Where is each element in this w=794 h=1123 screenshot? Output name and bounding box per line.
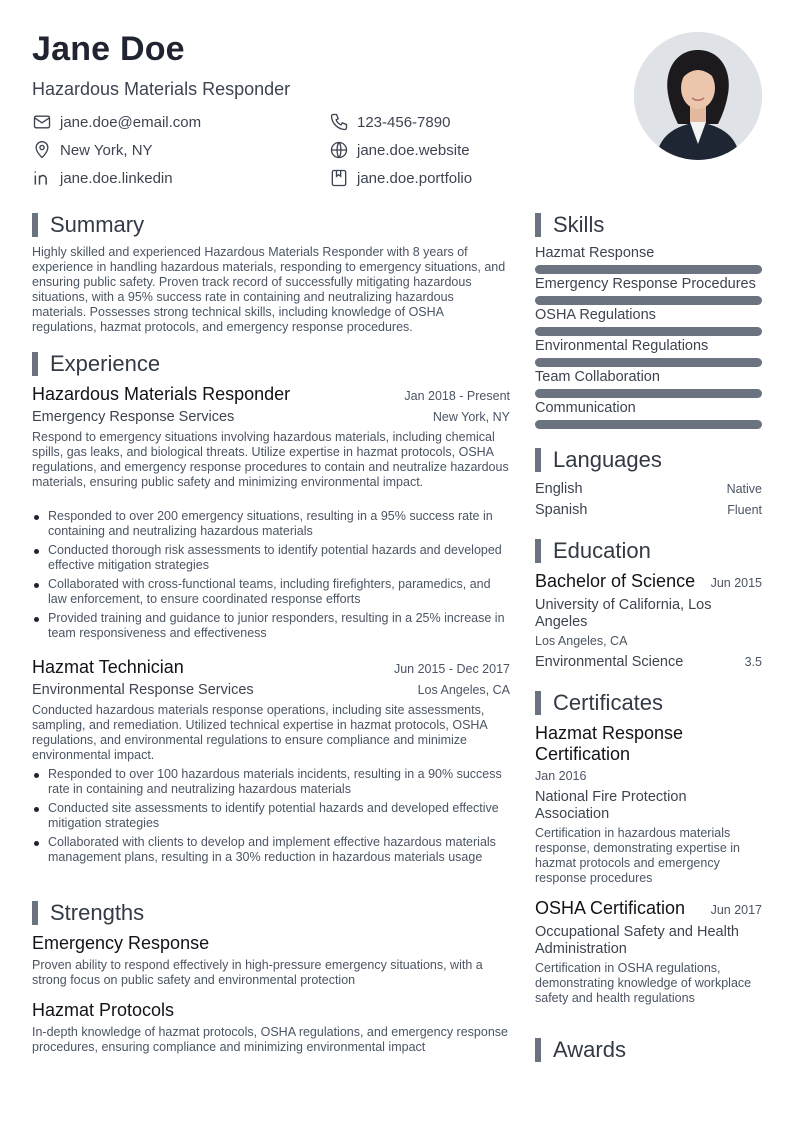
skill-bar-track [535,327,762,336]
contact-portfolio[interactable] [329,168,472,188]
skill-item [535,338,762,369]
skill-bar-fill [535,327,762,336]
list-item: Conducted site assessments to identify potential hazards and developed effective mitigation strategies [32,801,510,831]
job-description: Respond to emergency situations involving hazardous materials, including chemical spills, gas leaks, and biological threats. Utilize expertise in hazmat protocols, OSHA regulations, and emergency response procedures to contain and neutralize hazardous materials, ensuring public safety and minimizing environmental impact. [32,430,509,489]
skill-bar-fill [535,296,762,305]
job-org: Environmental Response Services [32,682,254,698]
certificate-issuer: National Fire Protection Association [535,789,687,822]
bookmark-icon [329,168,349,188]
job-bullets [32,767,510,869]
summary-text: Highly skilled and experienced Hazardous Materials Responder with 8 years of experience in handling hazardous materials, responding to emergency situations, and ensuring public safety. Proven track record of successfully mitigating hazardous situations, with a 95% success rate in containing and neutralizing hazardous materials. Possesses strong technical skills, including knowledge of OSHA regulations, hazmat protocols, and emergency response procedures. [32,245,506,334]
strengths-heading [32,900,144,926]
language-name: English [535,481,583,497]
candidate-role: Hazardous Materials Responder [32,79,291,99]
job-dates: Jan 2018 - Present [404,389,510,403]
person-portrait-icon [634,32,762,160]
skill-bar-track [535,358,762,367]
skill-item [535,369,762,400]
job-bullets [32,509,510,645]
experience-heading [32,351,160,377]
certificate-title: OSHA Certification [535,898,686,918]
email-text: jane.doe@email.com [60,113,202,131]
job-entry [32,657,510,887]
awards-heading-text: Awards [553,1037,626,1062]
language-level: Native [726,482,762,496]
education-field: Environmental Science [535,654,684,670]
certificate-date: Jun 2017 [710,903,762,917]
job-subheader [32,409,510,425]
phone-icon [329,112,349,132]
skill-bar-fill [535,420,762,429]
globe-icon [329,140,349,160]
skill-bar-track [535,265,762,274]
skill-bar-fill [535,389,762,398]
portfolio-text: jane.doe.portfolio [357,169,473,187]
skill-item [535,307,762,338]
linkedin-icon [32,168,52,188]
location-pin-icon [32,140,52,160]
skill-bar-track [535,389,762,398]
website-text: jane.doe.website [357,141,470,159]
job-org: Emergency Response Services [32,409,235,425]
skill-bar-track [535,296,762,305]
list-item: Responded to over 200 emergency situations, resulting in a 95% success rate in containing and neutralizing hazardous materials [32,509,510,539]
education-gpa: 3.5 [744,655,762,669]
education-degree: Bachelor of Science [535,571,696,591]
skills-heading-text: Skills [553,212,605,237]
contact-location [32,140,153,160]
list-item: Collaborated with clients to develop and implement effective hazardous materials management plans, resulting in a 30% reduction in hazardous materials usage [32,835,510,865]
mail-icon [32,112,52,132]
section-accent-bar [32,213,38,237]
location-text: New York, NY [60,141,153,159]
certificate-description: Certification in OSHA regulations, demonstrating knowledge of workplace safety and health regulations [535,961,752,1005]
skills-heading [535,212,604,238]
phone-text: 123-456-7890 [357,113,451,131]
skill-item [535,400,762,431]
summary-heading [32,212,144,238]
certificate-header [535,898,762,919]
job-location: Los Angeles, CA [417,683,510,697]
certificates-heading-text: Certificates [553,690,664,715]
education-school: University of California, Los Angeles [535,597,712,630]
contact-linkedin[interactable] [32,168,173,188]
skill-item [535,276,762,307]
language-name: Spanish [535,502,588,518]
profile-photo [634,32,762,160]
skill-label: Emergency Response Procedures [535,276,756,292]
skill-bar-fill [535,358,762,367]
strength-title: Emergency Response [32,933,210,953]
section-accent-bar [32,352,38,376]
education-location: Los Angeles, CA [535,634,628,648]
job-description: Conducted hazardous materials response operations, including site assessments, sampling, and remediation. Utilized technical expertise in hazmat protocols, OSHA regulations, and environmental regulations to ensure compliance and minimize environmental impact. [32,703,488,762]
certificate-title: Hazmat Response Certification [535,723,684,764]
skill-label: Hazmat Response [535,245,655,261]
experience-heading-text: Experience [50,351,161,376]
strengths-heading-text: Strengths [50,900,145,925]
section-accent-bar [535,539,541,563]
linkedin-text: jane.doe.linkedin [60,169,173,187]
skill-item [535,245,762,276]
job-entry [32,384,510,644]
education-header [535,571,762,592]
list-item: Provided training and guidance to junior responders, resulting in a 25% increase in team responsiveness and effectiveness [32,611,510,641]
job-header [32,384,510,405]
list-item: Collaborated with cross-functional teams, including firefighters, paramedics, and law enforcement, to ensure coordinated response efforts [32,577,510,607]
language-row [535,502,762,518]
job-title: Hazmat Technician [32,657,184,677]
job-subheader [32,682,510,698]
strength-text: In-depth knowledge of hazmat protocols, OSHA regulations, and emergency response procedures, ensuring compliance and minimizing environmental impact [32,1025,508,1054]
skill-label: OSHA Regulations [535,307,656,323]
section-accent-bar [535,1038,541,1062]
education-heading-text: Education [553,538,651,563]
certificates-heading [535,690,663,716]
list-item: Responded to over 100 hazardous materials incidents, resulting in a 90% success rate in containing and neutralizing hazardous materials [32,767,510,797]
skill-label: Team Collaboration [535,369,660,385]
strength-title: Hazmat Protocols [32,1000,175,1020]
section-accent-bar [535,213,541,237]
certificate-issuer: Occupational Safety and Health Administration [535,924,739,957]
skills-list [535,245,762,431]
awards-heading [535,1037,626,1063]
skill-label: Environmental Regulations [535,338,709,354]
contact-website[interactable] [329,140,470,160]
job-header [32,657,510,678]
section-accent-bar [535,448,541,472]
skill-bar-track [535,420,762,429]
skill-bar-fill [535,265,762,274]
job-location: New York, NY [432,410,510,424]
job-dates: Jun 2015 - Dec 2017 [393,662,510,676]
languages-heading-text: Languages [553,447,662,472]
section-accent-bar [32,901,38,925]
language-level: Fluent [727,503,762,517]
certificate-date: Jan 2016 [535,769,587,783]
languages-heading [535,447,662,473]
candidate-name: Jane Doe [32,30,185,68]
contact-phone[interactable] [329,112,450,132]
education-date: Jun 2015 [710,576,762,590]
list-item: Conducted thorough risk assessments to identify potential hazards and developed effective mitigation strategies [32,543,510,573]
education-heading [535,538,651,564]
skill-label: Communication [535,400,636,416]
certificate-description: Certification in hazardous materials response, demonstrating expertise in hazmat protocols and emergency response procedures [535,826,740,885]
section-accent-bar [535,691,541,715]
summary-heading-text: Summary [50,212,145,237]
job-title: Hazardous Materials Responder [32,384,291,404]
education-field-row [535,654,762,671]
strength-text: Proven ability to respond effectively in high-pressure emergency situations, with a strong focus on public safety and environmental protection [32,958,483,987]
contact-email[interactable] [32,112,201,132]
language-row [535,481,762,497]
